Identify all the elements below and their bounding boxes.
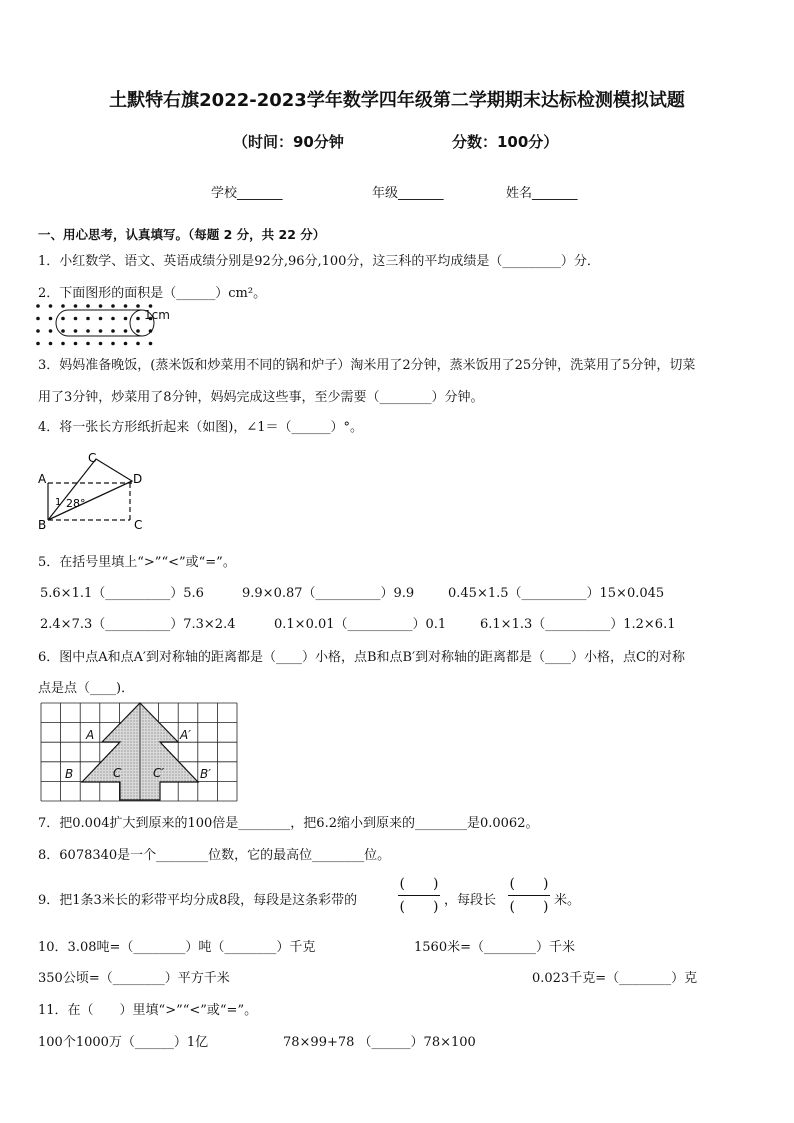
question-6-line-1: 6．图中点A和点A′到对称轴的距离都是（____）小格，点B和点B′到对称轴的距离都是（____）小格，点C的对称 [38,650,686,665]
question-7: 7．把0.004扩大到原来的100倍是________，把6.2缩小到原来的________是0.0062。 [38,816,539,831]
grid-dot [124,342,128,346]
point-C-prime-label: C′ [153,766,165,780]
question-9-part-1: 9．把1条3米长的彩带平均分成8段，每段是这条彩带的 [38,893,358,908]
q5-item-2: 9.9×0.87（__________）9.9 [242,586,415,601]
question-11: 11．在（ ）里填“>”“<”或“=”。 [38,1003,258,1018]
grid-dot [36,304,40,308]
question-8: 8．6078340是一个________位数，它的最高位________位。 [38,848,391,863]
q9-fraction-blank-1[interactable]: ( ) ( ) [399,876,439,915]
point-B-label: B [38,518,47,532]
page-title: 土默特右旗2022-2023学年数学四年级第二学期期末达标检测模拟试题 [109,90,685,111]
grid-dot [49,342,53,346]
grid-dot [61,317,65,321]
q5-item-5: 0.1×0.01（__________）0.1 [274,617,447,632]
q10-item-4: 0.023千克=（________）克 [532,971,698,986]
question-3-line-2: 用了3分钟，炒菜用了8分钟，妈妈完成这些事，至少需要（________）分钟。 [38,390,484,405]
grid-unit-label: 1cm [144,308,170,322]
grid-dot [136,342,140,346]
grid-dot [99,304,103,308]
q11-item-1: 100个1000万（______）1亿 [38,1035,209,1050]
grid-dot [49,329,53,333]
grid-dot [136,329,140,333]
grid-dot [149,342,153,346]
grid-dot [124,329,128,333]
q9-fraction-blank-2[interactable]: ( ) ( ) [509,876,549,915]
q5-item-3: 0.45×1.5（__________）15×0.045 [448,586,665,601]
point-A-prime-label: A′ [180,728,191,742]
grid-dot [61,304,65,308]
grid-dot [111,317,115,321]
time-limit: （时间：90分钟 [233,133,344,151]
grid-dot [61,329,65,333]
question-9-part-2: ，每段长 [444,893,497,908]
question-4: 4．将一张长方形纸折起来（如图)，∠1＝（______）°。 [38,420,364,435]
symmetry-grid-figure [40,702,240,802]
q5-item-6: 6.1×1.3（__________）1.2×6.1 [480,617,676,632]
point-D-label: D [133,472,143,486]
grid-dot [111,329,115,333]
grid-dot [99,329,103,333]
angle-1-label: 1 [55,497,62,508]
grid-dot [74,329,78,333]
q5-item-4: 2.4×7.3（__________）7.3×2.4 [40,617,236,632]
grade-field[interactable]: 年级_______ [372,186,444,201]
grid-dot [111,304,115,308]
grid-dot [74,304,78,308]
question-2: 2．下面图形的面积是（______）cm²。 [38,286,267,301]
q10-item-2: 1560米=（________）千米 [414,940,575,955]
grid-dot [86,342,90,346]
grid-dot [74,342,78,346]
q5-item-1: 5.6×1.1（__________）5.6 [40,586,204,601]
point-A-label: A [38,472,47,486]
grid-dot [36,329,40,333]
name-field[interactable]: 姓名_______ [506,186,578,201]
grid-dot [136,317,140,321]
question-3-line-1: 3．妈妈准备晚饭，(蒸米饭和炒菜用不同的锅和炉子）淘米用了2分钟，蒸米饭用了25分钟，洗菜用了5分钟，切菜 [38,358,696,373]
section-heading: 一、用心思考，认真填写。（每题 2 分，共 22 分） [38,227,326,242]
point-B-label: B [65,767,74,781]
grid-dot [86,329,90,333]
angle-28-label: 28° [66,497,86,510]
grid-dot [124,304,128,308]
grid-dot [74,317,78,321]
total-score: 分数：100分） [452,133,559,151]
q10-item-3: 350公顷=（________）平方千米 [38,971,230,986]
grid-dot [86,317,90,321]
grid-dot [136,304,140,308]
point-C-label: C [113,766,122,780]
point-A-label: A [86,728,95,742]
point-C-label: C [134,518,143,532]
grid-dot [36,317,40,321]
point-B-prime-label: B′ [200,767,211,781]
question-9-part-3: 米。 [554,893,581,908]
dot-grid-figure [30,302,190,346]
grid-dot [61,342,65,346]
q11-item-2: 78×99+78 （______）78×100 [283,1035,476,1050]
grid-dot [49,317,53,321]
question-5: 5．在括号里填上“>”“<”或“=”。 [38,555,236,570]
folded-rectangle-figure [36,450,148,532]
question-6-line-2: 点是点（____)． [38,681,135,696]
question-1: 1．小红数学、语文、英语成绩分别是92分,96分,100分，这三科的平均成绩是（_________）分． [38,254,600,269]
grid-dot [111,342,115,346]
grid-dot [86,304,90,308]
point-C-folded-label: C [88,451,97,465]
grid-dot [99,342,103,346]
grid-dot [124,317,128,321]
grid-dot [36,342,40,346]
school-field[interactable]: 学校_______ [211,186,283,201]
grid-dot [99,317,103,321]
q10-item-1: 10．3.08吨=（________）吨（________）千克 [38,940,316,955]
grid-dot [49,304,53,308]
